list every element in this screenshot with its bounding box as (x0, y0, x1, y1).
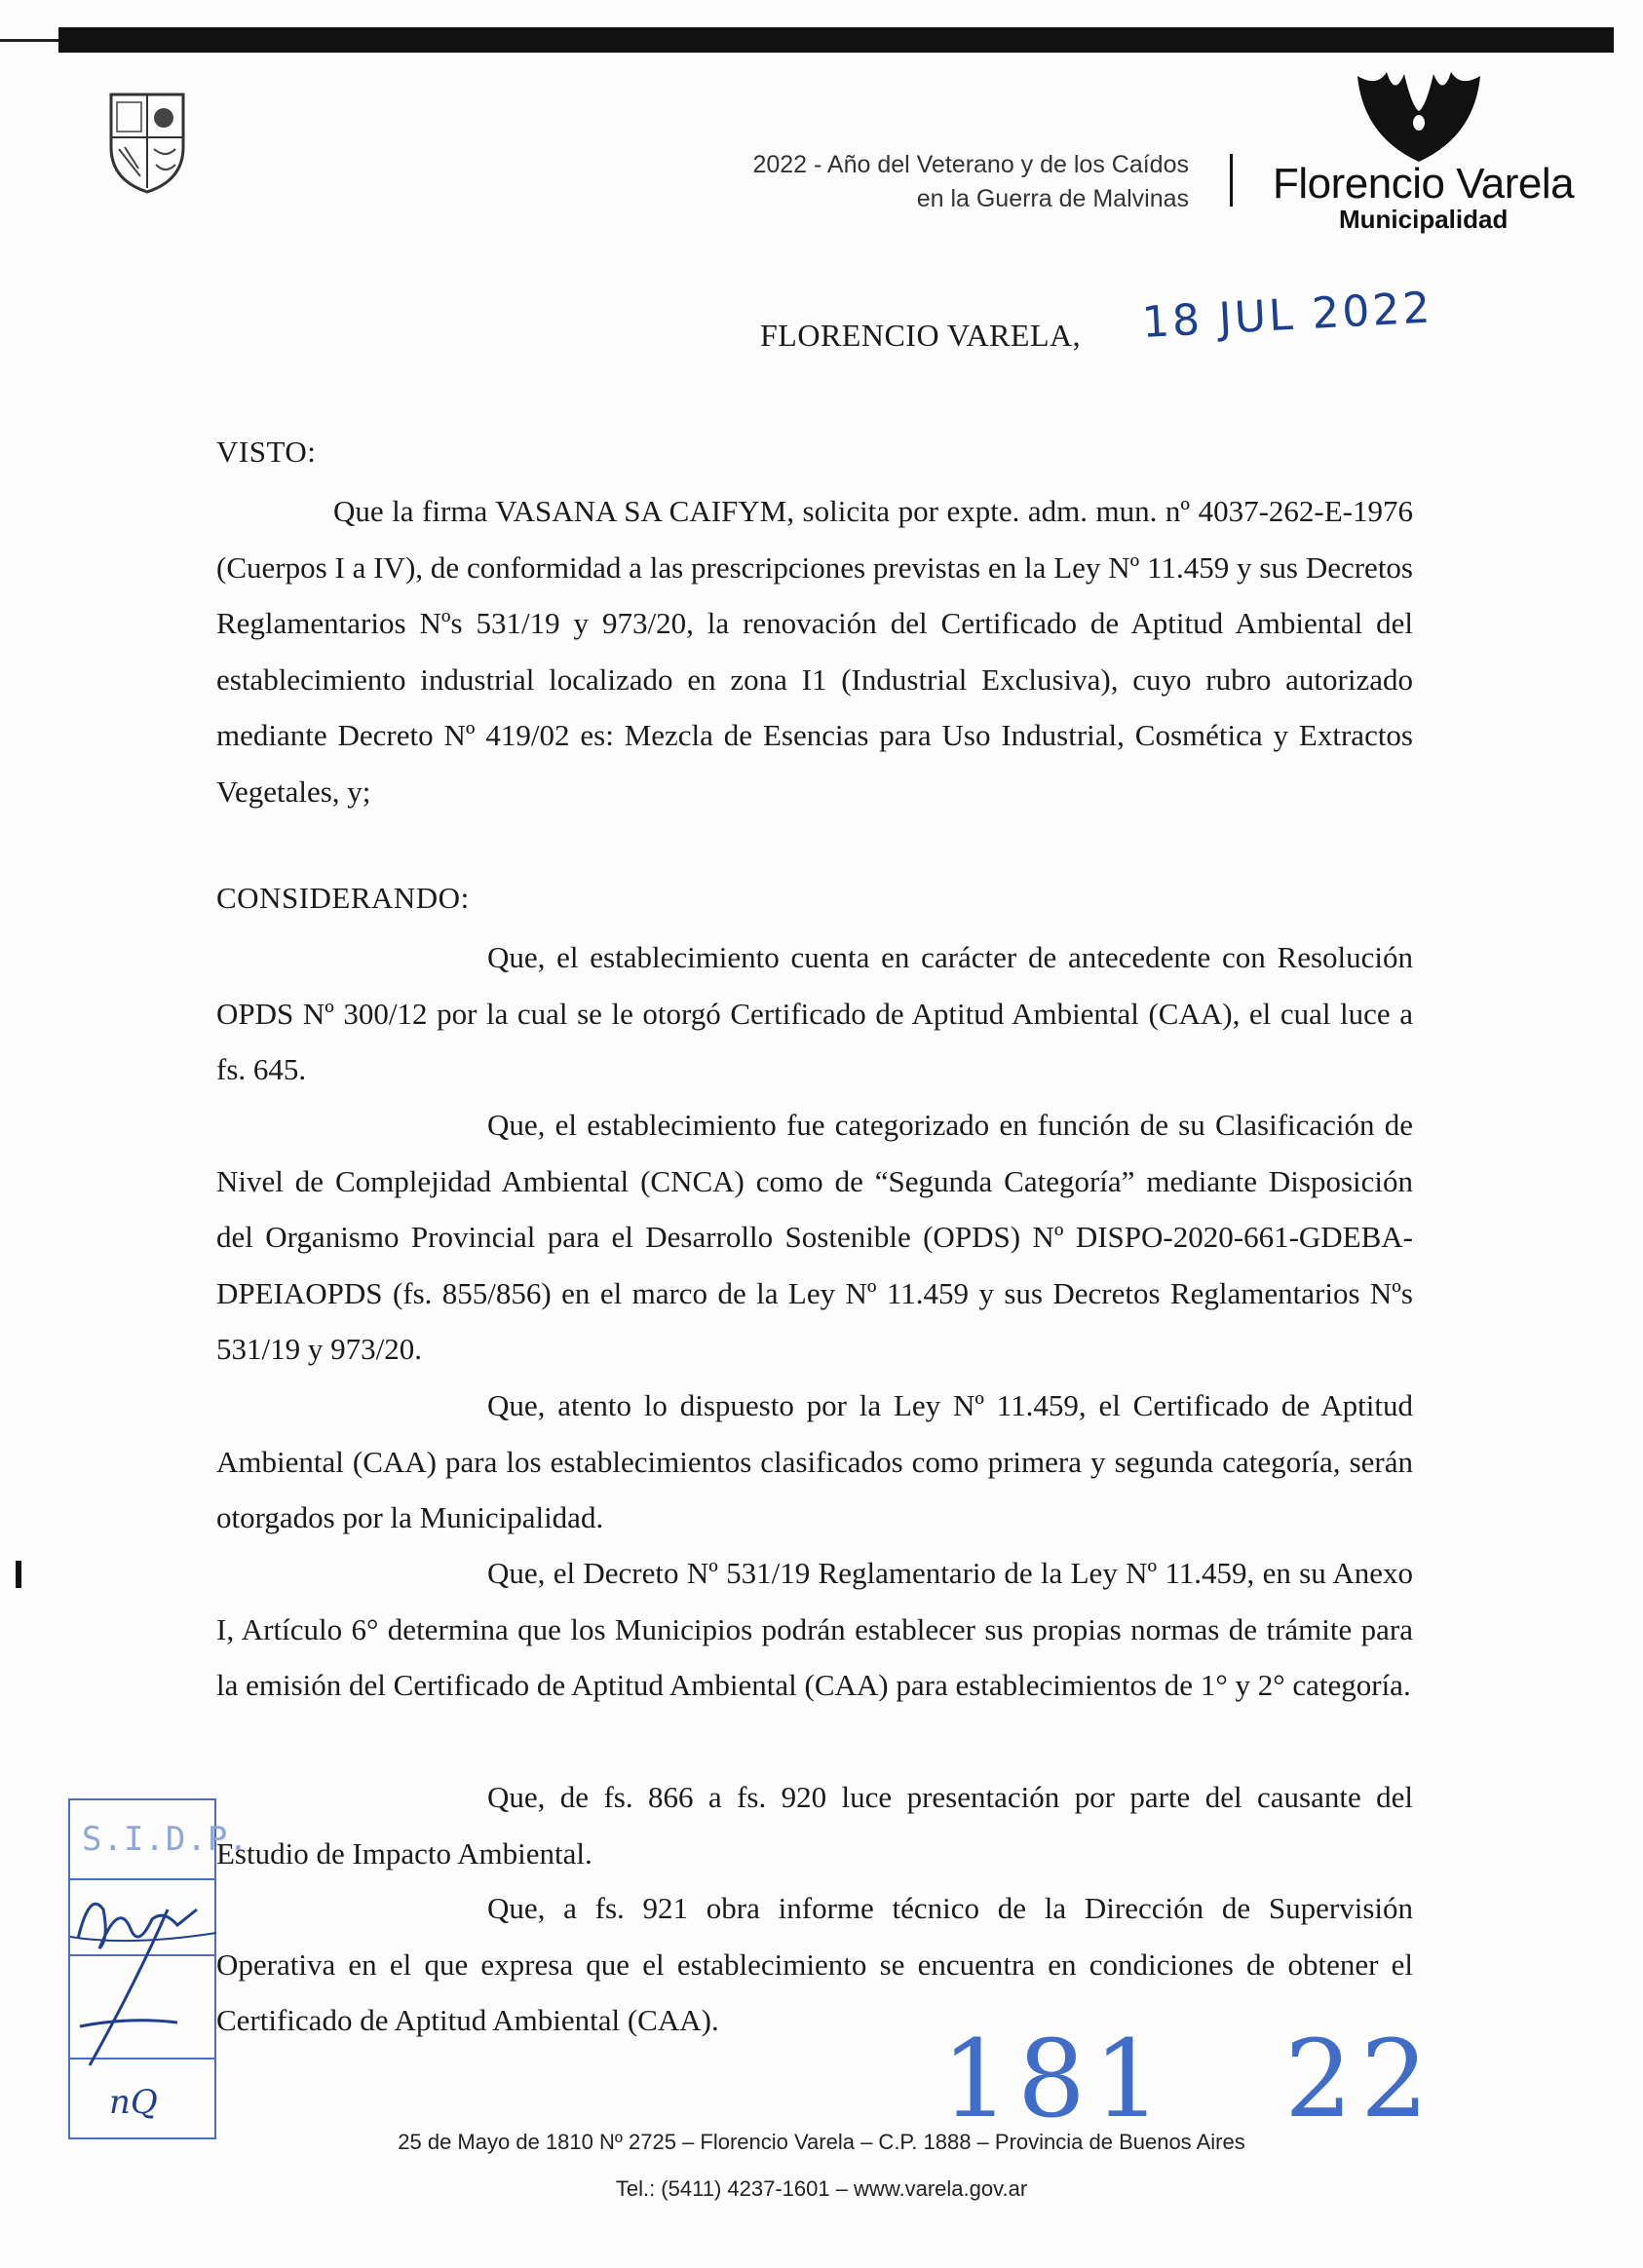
resolution-number: 181 (941, 2017, 1169, 2141)
place-label: FLORENCIO VARELA, (760, 318, 1082, 353)
florencio-varela-logo-icon (1348, 68, 1490, 166)
top-scan-line (0, 39, 58, 42)
considerando-paragraph-2: Que, el establecimiento fue categorizado en función de su Clasificación de Nivel de Complejidad Ambiental (CNCA) como de “Segunda Categoría” mediante Disposición del Organismo Provincial para el Desarrollo Sostenible (OPDS) Nº DISPO-2020-661-GDEBA-DPEIAOPDS (fs. 855/856) en el marco de la Ley Nº 11.459 y sus Decretos Reglamentarios Nºs 531/19 y 973/20. (216, 1108, 1413, 1366)
handwritten-signature (70, 1871, 226, 2085)
visto-paragraph: Que la firma VASANA SA CAIFYM, solicita por expte. adm. mun. nº 4037-262-E-1976 (Cuerpos I a IV), de conformidad a las prescripciones previstas en la Ley Nº 11.459 y sus Decretos Reglamentarios Nºs 531/19 y 973/20, la renovación del Certificado de Aptitud Ambiental del establecimiento industrial localizado en zona I1 (Industrial Exclusiva), cuyo rubro autorizado mediante Decreto Nº 419/02 es: Mezcla de Esencias para Uso Industrial, Cosmética y Extractos Vegetales, y; (216, 494, 1413, 809)
year-motto (752, 148, 1189, 216)
considerando-paragraph-1: Que, el establecimiento cuenta en carácter de antecedente con Resolución OPDS Nº 300/12 por la cual se le otorgó Certificado de Aptitud Ambiental (CAA), el cual luce a fs. 645. (216, 940, 1413, 1086)
visto-heading: VISTO: (216, 435, 317, 469)
scan-mark (16, 1561, 21, 1588)
top-scan-bar (58, 27, 1614, 53)
resolution-number-stamp (941, 2017, 1436, 2141)
brand-name: Florencio Varela (1273, 160, 1575, 208)
considerando-paragraph-6: Que, a fs. 921 obra informe técnico de la Dirección de Supervisión Operativa en el que expresa que el establecimiento se encuentra en condiciones de obtener el Certificado de Aptitud Ambiental (CAA). (216, 1891, 1413, 2037)
motto-line-2: en la Guerra de Malvinas (916, 185, 1189, 212)
footer-address: 25 de Mayo de 1810 Nº 2725 – Florencio Varela – C.P. 1888 – Provincia de Buenos Aires (398, 2130, 1245, 2154)
header-divider (1230, 154, 1233, 207)
considerando-heading: CONSIDERANDO: (216, 881, 470, 915)
stamp-initials: nQ (109, 2083, 158, 2122)
brand-subtitle: Municipalidad (1339, 205, 1509, 234)
footer-contact: Tel.: (5411) 4237-1601 – www.varela.gov.ar (615, 2176, 1028, 2201)
municipal-crest-icon (105, 91, 189, 194)
considerando-paragraph-4: Que, el Decreto Nº 531/19 Reglamentario de la Ley Nº 11.459, en su Anexo I, Artículo 6° determina que los Municipios podrán establecer sus propias normas de trámite para la emisión del Certificado de Aptitud Ambiental (CAA) para establecimientos de 1° y 2° categoría. (216, 1556, 1413, 1702)
date-stamp: 18 JUL 2022 (1140, 283, 1434, 348)
considerando-paragraph-5: Que, de fs. 866 a fs. 920 luce presentación por parte del causante del Estudio de Impacto Ambiental. (216, 1780, 1413, 1871)
office-stamp-label: S.I.D.P. (82, 1820, 249, 1859)
considerando-paragraph-3: Que, atento lo dispuesto por la Ley Nº 11.459, el Certificado de Aptitud Ambiental (CAA) para los establecimientos clasificados como primera y segunda categoría, serán otorgados por la Municipalidad. (216, 1388, 1413, 1534)
resolution-year: 22 (1283, 2017, 1436, 2141)
motto-line-1: 2022 - Año del Veterano y de los Caídos (752, 151, 1189, 178)
